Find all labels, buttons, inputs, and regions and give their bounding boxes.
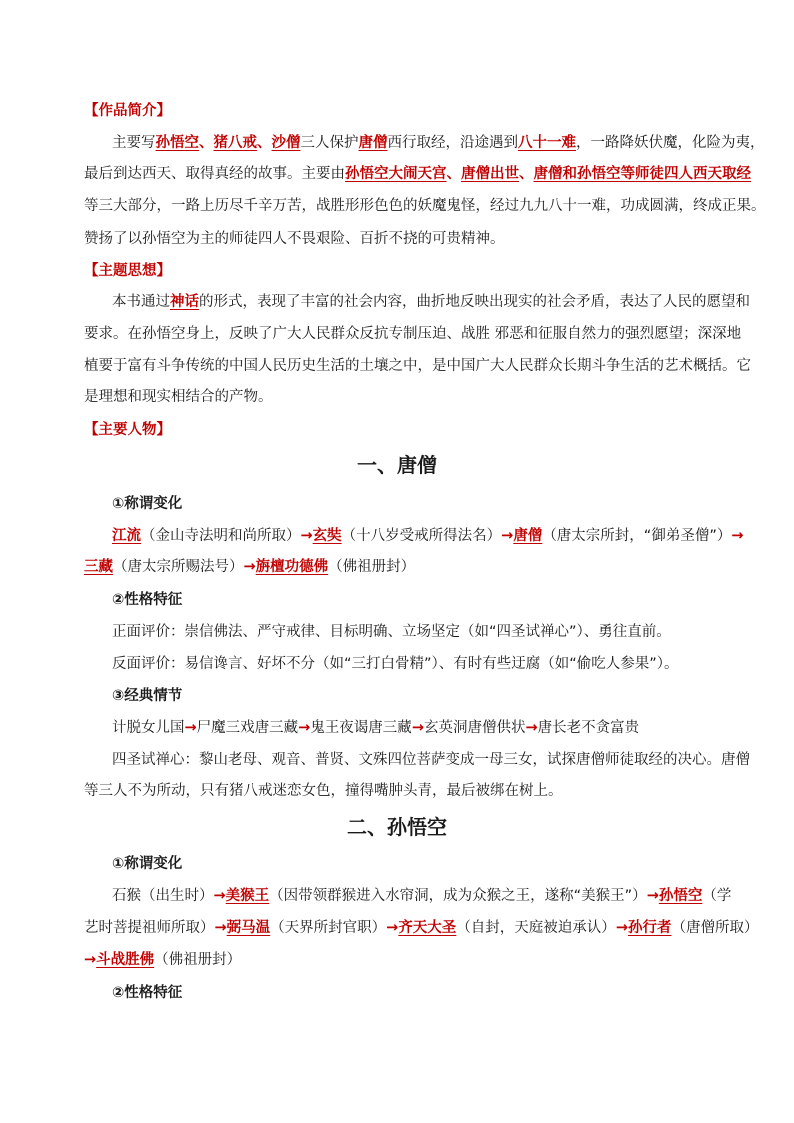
note: （自封，天庭被迫承认） bbox=[456, 920, 616, 936]
note: （金山寺法明和尚所取） bbox=[141, 528, 301, 544]
arrow-icon: → bbox=[411, 720, 424, 736]
heading-tangseng: 一、唐僧 bbox=[357, 453, 437, 477]
name-jiangliu: 江流 bbox=[112, 528, 141, 544]
wukong-names-line-3 bbox=[84, 950, 724, 970]
text: 最后到达西天、取得真经的故事。主要由 bbox=[84, 166, 345, 182]
name-bimawen: 弼马温 bbox=[226, 920, 271, 936]
arrow-icon: → bbox=[214, 920, 227, 936]
keyword-myth: 神话 bbox=[170, 294, 199, 310]
separator: 、 bbox=[519, 166, 534, 182]
note: （唐僧所取） bbox=[671, 920, 759, 936]
name-meihouwang: 美猴王 bbox=[225, 888, 270, 904]
separator: 、 bbox=[257, 135, 272, 151]
name-sunxingzhe: 孙行者 bbox=[627, 920, 672, 936]
heading-sunwukong: 二、孙悟空 bbox=[347, 815, 447, 839]
arrow-icon: → bbox=[525, 720, 538, 736]
arrow-icon: → bbox=[615, 920, 628, 936]
name-sanzang: 三藏 bbox=[84, 559, 113, 575]
plot-item: 尸魔三戏唐三藏 bbox=[196, 720, 299, 736]
arrow-icon: → bbox=[501, 528, 514, 544]
note: （因带领群猴进入水帘洞，成为众猴之王，遂称“美猴王”） bbox=[269, 888, 647, 904]
tangseng-names-line-2 bbox=[84, 557, 724, 577]
note: （十八岁受戒所得法名） bbox=[341, 528, 502, 544]
arrow-icon: → bbox=[646, 888, 659, 904]
keyword-zhubajie: 猪八戒 bbox=[213, 135, 257, 151]
wukong-names-line-1 bbox=[112, 886, 752, 906]
section-tag-characters: 【主要人物】 bbox=[84, 422, 171, 438]
separator: 、 bbox=[199, 135, 214, 151]
name-sunwukong: 孙悟空 bbox=[658, 888, 703, 904]
note: （出生时） bbox=[141, 888, 214, 904]
tangseng-plot-title: ③经典情节 bbox=[112, 688, 183, 704]
arrow-icon: → bbox=[386, 920, 399, 936]
intro-line-3: 等三大部分，一路上历尽千辛万苦，战胜形形色色的妖魔鬼怪，经过九九八十一难，功成圆满，终成正果。 bbox=[84, 198, 766, 214]
text: 本书通过 bbox=[112, 294, 170, 310]
arrow-icon: → bbox=[213, 888, 226, 904]
plot-item: 唐长老不贪富贵 bbox=[537, 720, 640, 736]
tangseng-story-line-2: 等三人不为所动，只有猪八戒迷恋女色，撞得嘴肿头青，最后被绑在树上。 bbox=[84, 783, 563, 799]
section-tag-intro: 【作品简介】 bbox=[84, 103, 171, 119]
theme-line-3: 植要于富有斗争传统的中国人民历史生活的土壤之中，是中国广大人民群众长期斗争生活的艺术概括。它 bbox=[84, 358, 751, 374]
name-qitiandasheng: 齐天大圣 bbox=[398, 920, 457, 936]
intro-line-4: 赞扬了以孙悟空为主的师徒四人不畏艰险、百折不挠的可贵精神。 bbox=[84, 231, 505, 247]
wukong-names-title: ①称谓变化 bbox=[112, 856, 183, 872]
section-tag-theme: 【主题思想】 bbox=[84, 263, 171, 279]
keyword-81-difficulties: 八十一难 bbox=[518, 135, 576, 151]
wukong-trait-title: ②性格特征 bbox=[112, 985, 183, 1001]
name-shihou: 石猴 bbox=[112, 888, 141, 904]
text: 西行取经，沿途遇到 bbox=[387, 135, 518, 151]
keyword-part-3: 唐僧和孙悟空等师徒四人西天取经 bbox=[533, 166, 751, 182]
note: 艺时菩提祖师所取） bbox=[84, 920, 215, 936]
note: （佛祖册封） bbox=[154, 952, 242, 968]
separator: 、 bbox=[446, 166, 461, 182]
wukong-names-line-2 bbox=[84, 918, 759, 938]
theme-line-4: 是理想和现实相结合的产物。 bbox=[84, 389, 273, 405]
tangseng-story-line-1: 四圣试禅心：黎山老母、观音、普贤、文殊四位菩萨变成一母三女，试探唐僧师徒取经的决心。唐僧 bbox=[112, 752, 750, 768]
note: （佛祖册封） bbox=[328, 559, 416, 575]
note: （学 bbox=[702, 888, 732, 904]
tangseng-plot-list bbox=[112, 718, 752, 738]
arrow-icon: → bbox=[84, 952, 97, 968]
arrow-icon: → bbox=[243, 559, 256, 575]
arrow-icon: → bbox=[731, 528, 744, 544]
keyword-tangseng: 唐僧 bbox=[358, 135, 388, 151]
name-douzhanshengfo: 斗战胜佛 bbox=[96, 952, 155, 968]
text: ，一路降妖伏魔，化险为夷， bbox=[576, 135, 765, 151]
keyword-sunwukong: 孙悟空 bbox=[155, 135, 199, 151]
arrow-icon: → bbox=[298, 720, 311, 736]
note: （天界所封官职） bbox=[270, 920, 387, 936]
arrow-icon: → bbox=[184, 720, 197, 736]
name-zhantan-buddha: 旃檀功德佛 bbox=[255, 559, 329, 575]
text: 的形式，表现了丰富的社会内容，曲折地反映出现实的社会矛盾，表达了人民的愿望和 bbox=[199, 294, 750, 310]
name-xuanzang: 玄奘 bbox=[312, 528, 342, 544]
keyword-shaseng: 沙僧 bbox=[271, 135, 301, 151]
text: 三人保护 bbox=[300, 135, 359, 151]
theme-line-1 bbox=[112, 292, 752, 312]
name-tangseng: 唐僧 bbox=[513, 528, 543, 544]
theme-line-2: 要求。在孙悟空身上，反映了广大人民群众反抗专制压迫、战胜 邪恶和征服自然力的强烈愿望；深深地 bbox=[84, 326, 742, 342]
arrow-icon: → bbox=[300, 528, 313, 544]
tangseng-negative: 反面评价：易信谗言、好坏不分（如“三打白骨精”）、有时有些迂腐（如“偷吃人参果”）。 bbox=[112, 656, 679, 672]
tangseng-names-title: ①称谓变化 bbox=[112, 496, 183, 512]
tangseng-positive: 正面评价：崇信佛法、严守戒律、目标明确、立场坚定（如“四圣试禅心”）、勇往直前。 bbox=[112, 624, 671, 640]
note: （唐太宗所赐法号） bbox=[113, 559, 244, 575]
plot-item: 计脱女儿国 bbox=[112, 720, 185, 736]
plot-item: 玄英洞唐僧供状 bbox=[423, 720, 526, 736]
keyword-part-2: 唐僧出世 bbox=[461, 166, 519, 182]
tangseng-names-line-1 bbox=[112, 526, 752, 546]
tangseng-trait-title: ②性格特征 bbox=[112, 592, 183, 608]
text: 主要写 bbox=[112, 135, 156, 151]
intro-line-1 bbox=[112, 133, 765, 153]
note: （唐太宗所封，“御弟圣僧”） bbox=[542, 528, 732, 544]
plot-item: 鬼王夜谒唐三藏 bbox=[310, 720, 412, 736]
intro-line-2 bbox=[84, 164, 751, 184]
keyword-part-1: 孙悟空大闹天宫 bbox=[345, 166, 447, 182]
